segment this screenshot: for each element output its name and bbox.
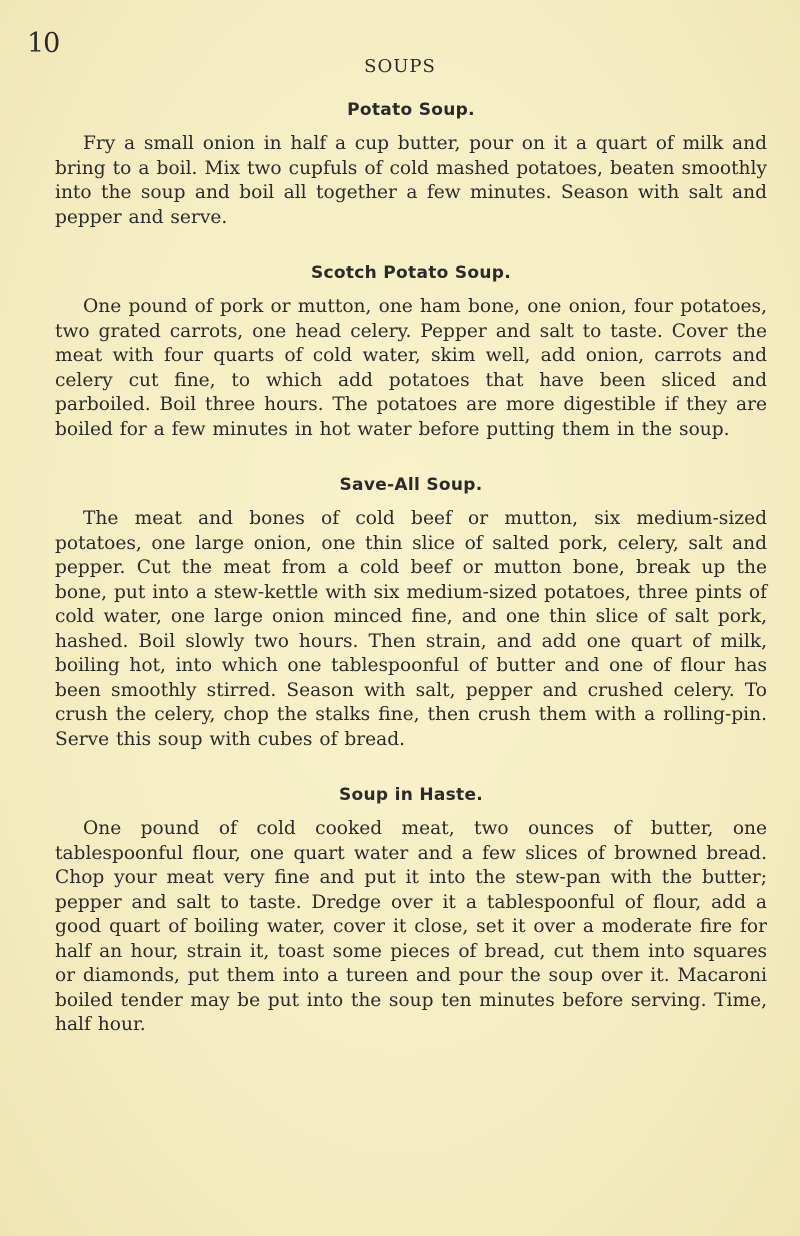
running-head: SOUPS: [364, 56, 436, 77]
recipe-soup-in-haste: [55, 785, 767, 1038]
page-content: [55, 100, 767, 1071]
recipe-text: One pound of cold cooked meat, two ounces of butter, one tablespoonful flour, one quart water and a few slices of browned bread. Chop your meat very fine and put it into the stew-pan with the butter; pepper and salt to taste. Dredge over it a tablespoonful of flour, add a good quart of boiling water, cover it close, set it over a moderate fire for half an hour, strain it, toast some pieces of bread, cut them into squares or diamonds, put them into a tureen and pour the soup over it. Macaroni boiled tender may be put into the soup ten minutes before serving. Time, half hour.: [55, 818, 767, 1035]
recipe-title: Save-All Soup.: [339, 475, 483, 495]
recipe-title: Soup in Haste.: [338, 785, 484, 805]
recipe-title: Scotch Potato Soup.: [310, 263, 512, 283]
recipe-text: One pound of pork or mutton, one ham bone, one onion, four potatoes, two grated carrots, one head celery. Pepper and salt to taste. Cover the meat with four quarts of cold water, skim well, add onion, carrots and celery cut fine, to which add potatoes that have been sliced and parboiled. Boil three hours. The potatoes are more digestible if they are boiled for a few minutes in hot water before putting them in the soup.: [55, 296, 767, 440]
recipe-text: The meat and bones of cold beef or mutton, six medium-sized potatoes, one large onion, one thin slice of salted pork, celery, salt and pepper. Cut the meat from a cold beef or mutton bone, break up the bone, put into a stew-kettle with six medium-sized potatoes, three pints of cold water, one large onion minced fine, and one thin slice of salt pork, hashed. Boil slowly two hours. Then strain, and add one quart of milk, boiling hot, into which one tablespoonful of butter and one of flour has been smoothly stirred. Season with salt, pepper and crushed celery. To crush the celery, chop the stalks fine, then crush them with a rolling-pin. Serve this soup with cubes of bread.: [55, 508, 767, 750]
recipe-title: Potato Soup.: [347, 100, 475, 120]
recipe-save-all-soup: [55, 475, 767, 752]
recipe-scotch-potato-soup: [55, 263, 767, 442]
page-number: 10: [27, 28, 60, 59]
recipe-potato-soup: [55, 100, 767, 230]
recipe-text: Fry a small onion in half a cup butter, pour on it a quart of milk and bring to a boil. Mix two cupfuls of cold mashed potatoes, beaten smoothly into the soup and boil all together a few minutes. Season with salt and pepper and serve.: [55, 133, 767, 228]
